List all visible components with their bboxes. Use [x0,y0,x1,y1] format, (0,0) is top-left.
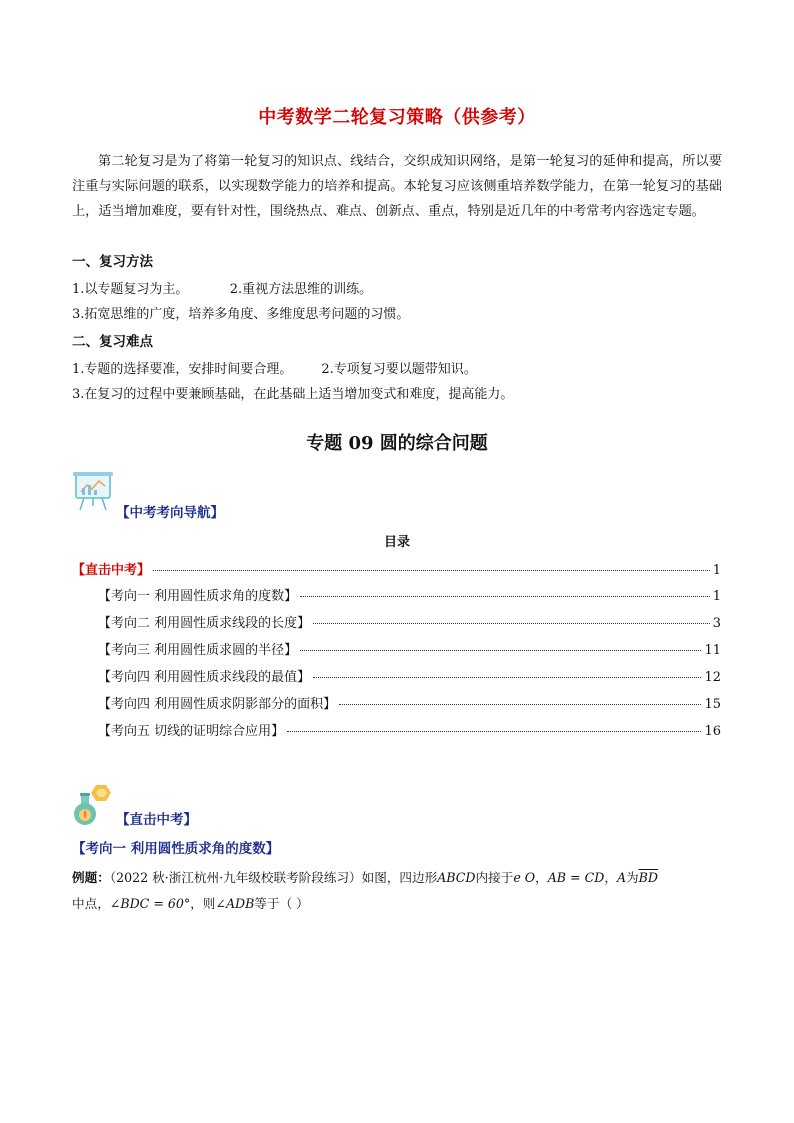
section2-line2: 3.在复习的过程中要兼顾基础，在此基础上适当增加变式和难度，提高能力。 [72,387,514,402]
toc-leader-dots [300,596,710,597]
toc-leader-dots [313,623,710,624]
toc-item-page: 12 [704,670,721,685]
example-label: 例题： [72,870,110,885]
toc-item[interactable] [72,559,721,579]
toc-item-label: 【考向五 切线的证明综合应用】 [98,724,285,739]
math-point: A [616,870,627,885]
toc-item[interactable] [98,612,721,632]
math-angle: ∠ADB [215,896,255,911]
toc-item-page: 15 [704,697,721,712]
example-text: 等于（ ） [254,896,309,911]
presentation-board-icon [72,470,114,512]
math-angle: ∠BDC = 60° [109,896,191,911]
intro-paragraph: 第二轮复习是为了将第一轮复习的知识点、线结合，交织成知识网络，是第一轮复习的延伸和提高，所以要注重与实际问题的联系，以实现数学能力的培养和提高。本轮复习应该侧重培养数学能力，在第一轮复习的基础上，适当增加难度，要有针对性，围绕热点、难点、创新点、重点，特别是近几年的中考常考内容选定专题。 [72,154,722,219]
example-text: ， [604,870,617,885]
direction1-heading: 【考向一 利用圆性质求角的度数】 [72,841,280,857]
toc-item-label: 【直击中考】 [72,563,151,578]
example-text: 为 [626,870,639,885]
toc-item[interactable] [98,720,721,740]
section1-line2: 3.拓宽思维的广度，培养多角度、多维度思考问题的习惯。 [72,307,410,322]
toc-item[interactable] [98,666,721,686]
toc-item-page: 11 [704,643,721,658]
toc-item[interactable] [98,693,721,713]
toc-item-label: 【考向三 利用圆性质求圆的半径】 [98,643,298,658]
example-text: 中点， [72,896,110,911]
example-line1 [72,867,722,886]
toc-leader-dots [287,731,701,732]
toc-item-label: 【考向一 利用圆性质求角的度数】 [98,589,298,604]
toc-title: 目录 [383,535,410,550]
page-title: 中考数学二轮复习策略（供参考） [258,107,536,128]
toc-item[interactable] [98,585,721,605]
example-text: ， [535,870,548,885]
toc-item-page: 3 [712,616,721,631]
section2-line1: 1.专题的选择要准，安排时间要合理。 2.专项复习要以题带知识。 [72,362,477,377]
toc-item[interactable] [98,639,721,659]
example-line2 [72,893,722,912]
exam-heading: 【直击中考】 [116,812,197,828]
math-circle: e O [513,870,536,885]
flask-icon [72,783,114,827]
toc-leader-dots [300,650,701,651]
toc-leader-dots [313,677,701,678]
toc-item-label: 【考向四 利用圆性质求线段的最值】 [98,670,311,685]
math-arc: $\overline{BD}$ [638,870,658,885]
toc-leader-dots [339,704,701,705]
example-text: 内接于 [475,870,514,885]
toc-item-page: 16 [704,724,721,739]
nav-heading: 【中考考向导航】 [116,505,224,521]
section1-line1: 1.以专题复习为主。 2.重视方法思维的训练。 [72,282,373,297]
toc-leader-dots [153,570,710,571]
example-source: （2022 秋·浙江杭州·九年级校联考阶段练习）如图，四边形 [109,870,438,885]
section2-heading: 二、复习难点 [72,334,153,350]
math-quad: ABCD [437,870,476,885]
toc-item-page: 1 [712,563,721,578]
math-equation: AB = CD [547,870,605,885]
toc-item-page: 1 [712,589,721,604]
toc-item-label: 【考向四 利用圆性质求阴影部分的面积】 [98,697,337,712]
section1-heading: 一、复习方法 [72,254,153,270]
example-text: ，则 [190,896,216,911]
toc-item-label: 【考向二 利用圆性质求线段的长度】 [98,616,311,631]
topic-title: 专题 09 圆的综合问题 [306,433,488,454]
